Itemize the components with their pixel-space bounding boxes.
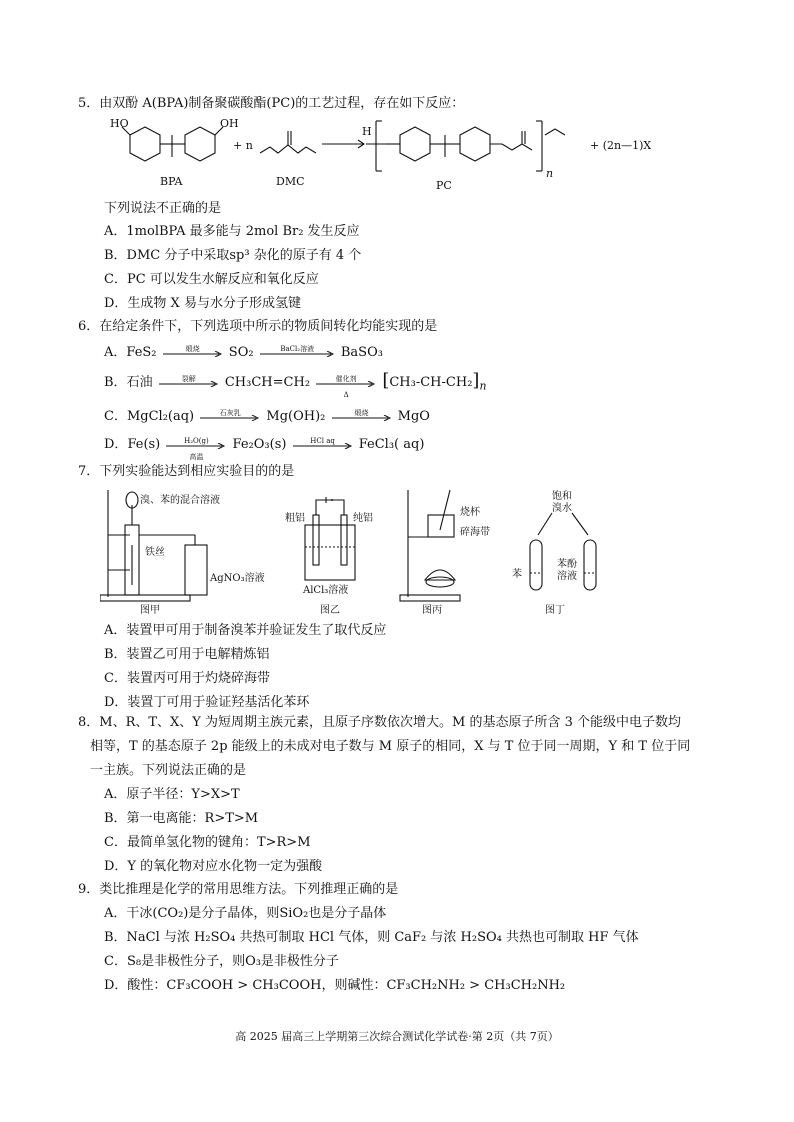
q6-option-d: D．Fe(s) H₂O(g) 高温 Fe₂O₃(s) HCl aq FeCl₃( aq) <box>104 436 425 461</box>
jia-wire-label: 铁丝 <box>145 547 165 558</box>
bing-caption: 图丙 <box>422 605 442 615</box>
q5-option-a: A．1molBPA 最多能与 2mol Br₂ 发生反应 <box>104 224 360 239</box>
q5-option-c: C．PC 可以发生水解反应和氧化反应 <box>104 272 319 287</box>
q8-stem-line-3: 一主族。下列说法正确的是 <box>90 763 247 778</box>
product-x: + (2n—1)X <box>590 139 652 152</box>
q7-option-c: C．装置丙可用于灼烧碎海带 <box>104 671 270 686</box>
bpa-label: BPA <box>160 175 183 188</box>
q7-option-b: B．装置乙可用于电解精炼铝 <box>104 647 270 662</box>
jia-agno3-label: AgNO₃溶液 <box>210 573 265 584</box>
q7-option-d: D．装置丁可用于验证羟基活化苯环 <box>104 695 310 710</box>
q8-stem-line-2: 相等，T 的基态原子 2p 能级上的未成对电子数与 M 原子的相同，X 与 T 位于同一周期，Y 和 T 位于同 <box>90 739 691 754</box>
q9-option-b: B．NaCl 与浓 H₂SO₄ 共热可制取 HCl 气体，则 CaF₂ 与浓 H₂SO₄ 共热也可制取 HF 气体 <box>104 930 639 945</box>
pc-h: H <box>362 125 372 138</box>
yi-alcl3-label: AlCl₃溶液 <box>303 585 349 596</box>
q7-stem: 7．下列实验能达到相应实验目的的是 <box>78 464 295 479</box>
q5-option-b: B．DMC 分子中采取sp³ 杂化的原子有 4 个 <box>104 248 362 263</box>
q6-option-a: A．FeS₂ 煅烧 SO₂ BaCl₂溶液 BaSO₃ <box>104 344 383 360</box>
q6-option-b: B．石油 裂解 CH₃CH=CH₂ 催化剂 Δ $[CH_3-CH-CH_2]_n$ <box>104 370 487 399</box>
q9-stem: 9．类比推理是化学的常用思维方法。下列推理正确的是 <box>78 882 399 897</box>
ding-bromine-label-2: 溴水 <box>552 503 572 514</box>
q6-stem: 6．在给定条件下，下列选项中所示的物质间转化均能实现的是 <box>78 319 438 334</box>
q8-option-d: D．Y 的氧化物对应水化物一定为强酸 <box>104 859 323 874</box>
bing-beaker-label: 烧杯 <box>460 507 480 518</box>
ding-phenol-label-2: 溶液 <box>557 571 577 582</box>
q7-apparatus-figures <box>100 485 620 615</box>
q8-option-c: C．最简单氢化物的键角：T>R>M <box>104 835 311 850</box>
q5-option-d: D．生成物 X 易与水分子形成氢键 <box>104 296 301 311</box>
q9-option-a: A．干冰(CO₂)是分子晶体，则SiO₂也是分子晶体 <box>104 906 387 921</box>
q8-stem-line-1: 8．M、R、T、X、Y 为短周期主族元素，且原子序数依次增大。M 的基态原子所含 3 个能级中电子数均 <box>78 715 681 730</box>
ding-bromine-label: 饱和 <box>552 491 572 502</box>
q5-prompt: 下列说法不正确的是 <box>104 201 222 216</box>
jia-caption: 图甲 <box>140 605 160 615</box>
jia-solution-label: 溴、苯的混合溶液 <box>140 495 220 506</box>
q8-option-a: A．原子半径：Y>X>T <box>104 787 240 802</box>
q5-stem: 5．由双酚 A(BPA)制备聚碳酸酯(PC)的工艺过程，存在如下反应： <box>78 96 465 111</box>
q9-option-d: D．酸性：CF₃COOH > CH₃COOH，则碱性：CF₃CH₂NH₂ > CH₃CH₂NH₂ <box>104 978 566 993</box>
bpa-ho: HO <box>110 117 129 130</box>
bing-seaweed-label: 碎海带 <box>460 527 490 538</box>
q6-option-c: C．MgCl₂(aq) 石灰乳 Mg(OH)₂ 煅烧 MgO <box>104 408 430 424</box>
bpa-oh: OH <box>220 117 239 130</box>
coef-n: + n <box>233 139 253 152</box>
yi-crude-label: 粗铝 <box>285 513 305 524</box>
bpa-pc-reaction-scheme <box>100 115 680 195</box>
dmc-label: DMC <box>276 175 305 188</box>
ding-benzene-label: 苯 <box>512 569 522 580</box>
ding-phenol-label: 苯酚 <box>557 559 577 570</box>
yi-caption: 图乙 <box>320 605 340 615</box>
q9-option-c: C．S₈是非极性分子，则O₃是非极性分子 <box>104 954 339 969</box>
page-footer: 高 2025 届高三上学期第三次综合测试化学试卷·第 2页（共 7页） <box>235 1030 559 1043</box>
q7-option-a: A．装置甲可用于制备溴苯并验证发生了取代反应 <box>104 623 387 638</box>
q8-option-b: B．第一电离能：R>T>M <box>104 811 259 826</box>
pc-label: PC <box>436 179 452 192</box>
ding-caption: 图丁 <box>545 605 565 615</box>
yi-pure-label: 纯铝 <box>353 513 373 524</box>
svg-text:n: n <box>546 167 554 180</box>
